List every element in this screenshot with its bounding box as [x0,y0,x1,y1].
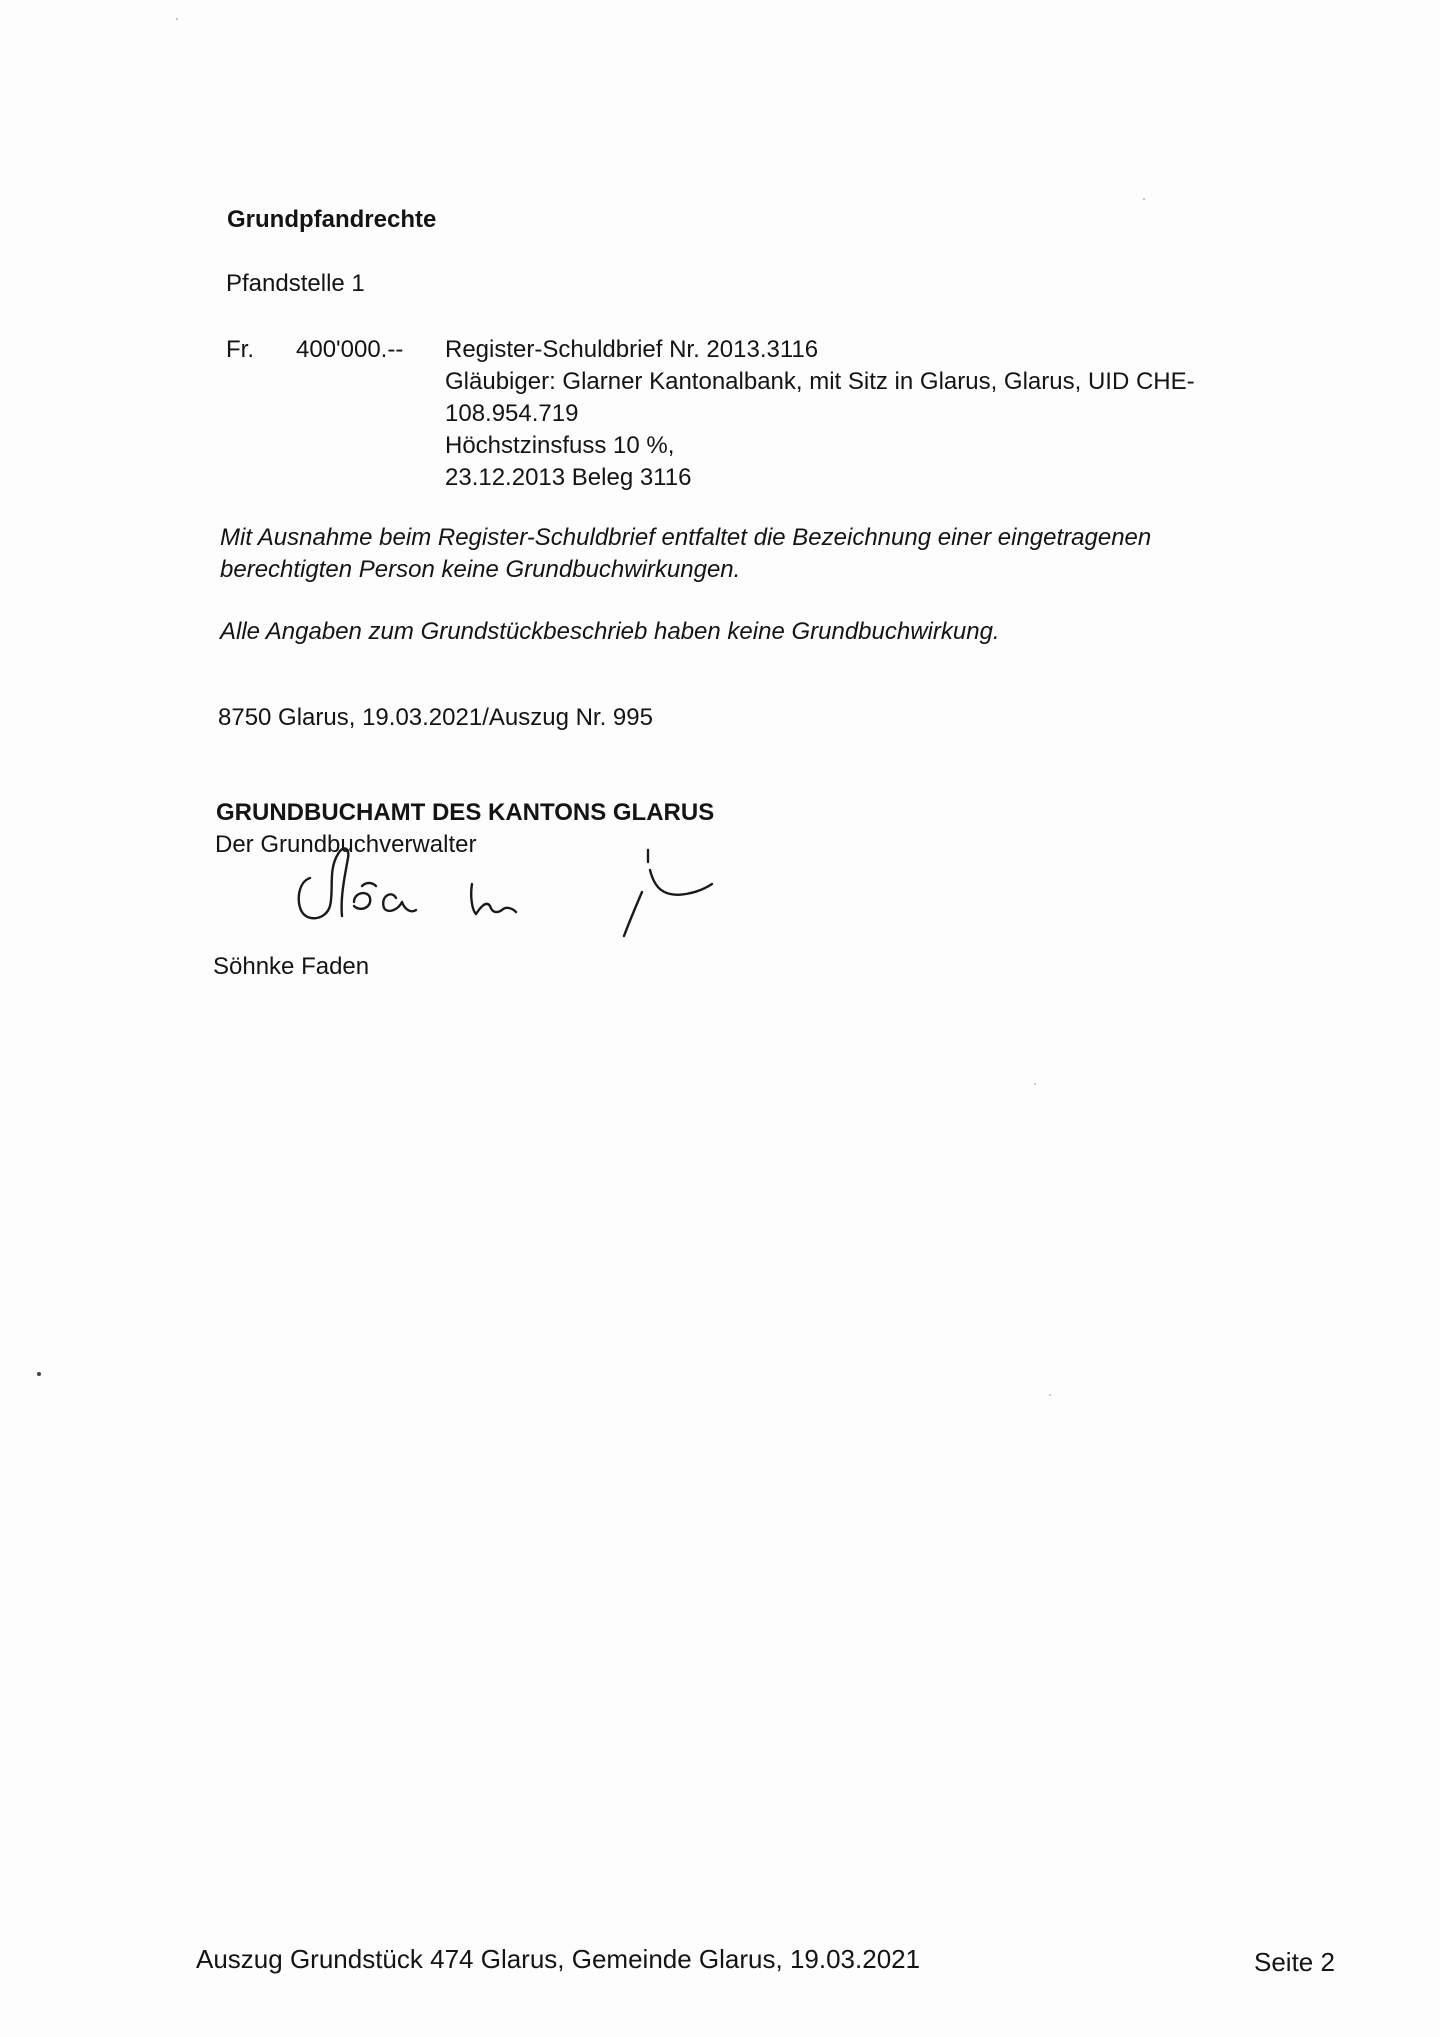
signer-name: Söhnke Faden [213,953,370,980]
lien-uid-line: 108.954.719 [445,400,579,427]
scan-speck [1034,1083,1036,1085]
note-line-3: Alle Angaben zum Grundstückbeschrieb haben keine Grundbuchwirkung. [220,618,1000,645]
scan-speck [176,18,178,20]
lien-date-line: 23.12.2013 Beleg 3116 [445,464,692,491]
lien-creditor-line: Gläubiger: Glarner Kantonalbank, mit Sitz in Glarus, Glarus, UID CHE- [445,368,1195,395]
signer-role: Der Grundbuchverwalter [215,831,477,858]
scan-speck [1049,1394,1051,1396]
scan-speck [37,1372,41,1376]
section-title: Grundpfandrechte [227,206,437,233]
note-line-2: berechtigten Person keine Grundbuchwirkungen. [220,556,741,583]
pfandstelle-label: Pfandstelle 1 [226,270,365,297]
lien-amount: 400'000.-- [296,336,404,363]
office-name: GRUNDBUCHAMT DES KANTONS GLARUS [216,799,715,826]
legal-notes [220,522,1151,648]
handwritten-signature [250,840,720,950]
place-date: 8750 Glarus, 19.03.2021/Auszug Nr. 995 [218,704,653,731]
currency-label: Fr. [226,336,254,363]
footer-extract-info: Auszug Grundstück 474 Glarus, Gemeinde Glarus, 19.03.2021 [196,1944,921,1974]
scan-speck [1143,198,1145,200]
footer-page-number: Seite 2 [1254,1947,1335,1977]
lien-details [445,334,1195,494]
lien-register-line: Register-Schuldbrief Nr. 2013.3116 [445,336,819,363]
note-line-1: Mit Ausnahme beim Register-Schuldbrief entfaltet die Bezeichnung einer eingetragenen [220,524,1152,551]
lien-interest-line: Höchstzinsfuss 10 %, [445,432,675,459]
